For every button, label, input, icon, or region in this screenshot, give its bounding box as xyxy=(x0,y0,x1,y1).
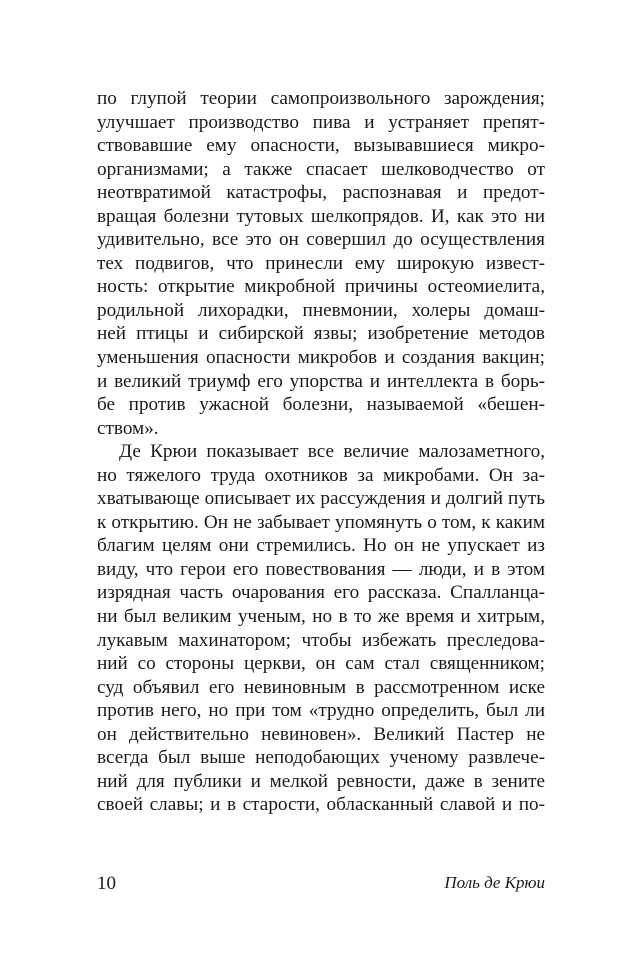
text-line: неотвратимой катастрофы, распознавая и предот- xyxy=(97,182,545,204)
text-line: ни был великим ученым, но в то же время и хитрым, xyxy=(97,606,545,628)
body-text xyxy=(97,87,545,817)
text-line: родильной лихорадки, пневмонии, холеры домаш- xyxy=(97,299,545,321)
text-line: своей славы; и в старости, обласканный славой и по- xyxy=(97,794,545,816)
text-line: тех подвигов, что принесли ему широкую извест- xyxy=(97,252,545,274)
text-line: против него, но при том «трудно определить, был ли xyxy=(97,700,545,722)
text-line: ством». xyxy=(97,417,159,439)
text-line: вращая болезни тутовых шелкопрядов. И, как это ни xyxy=(97,205,545,227)
text-line: Де Крюи показывает все величие малозаметного, xyxy=(119,441,545,463)
text-line: благим целям они стремились. Но он не упускает из xyxy=(97,535,545,557)
text-line: ней птицы и сибирской язвы; изобретение методов xyxy=(97,323,545,345)
text-line: организмами; а также спасает шелководчество от xyxy=(97,158,545,180)
text-line: ний для публики и мелкой ревности, даже в зените xyxy=(97,770,545,792)
text-line: уменьшения опасности микробов и создания вакцин; xyxy=(97,347,545,369)
text-line: ствовавшие ему опасности, вызывавшиеся микро- xyxy=(97,135,545,157)
text-line: и великий триумф его упорства и интеллекта в борь- xyxy=(97,370,545,392)
page-number: 10 xyxy=(97,873,116,894)
text-line: всегда был выше неподобающих ученому развлече- xyxy=(97,747,545,769)
text-line: изрядная часть очарования его рассказа. Спалланца- xyxy=(97,582,545,604)
text-line: но тяжелого труда охотников за микробами. Он за- xyxy=(97,464,545,486)
text-line: удивительно, все это он совершил до осуществления xyxy=(97,229,545,251)
running-title: Поль де Крюи xyxy=(444,873,545,892)
text-line: ность: открытие микробной причины остеомиелита, xyxy=(97,276,545,298)
text-line: он действительно невиновен». Великий Пастер не xyxy=(97,723,545,745)
text-line: виду, что герои его повествования — люди, и в этом xyxy=(97,558,545,580)
text-line: улучшает производство пива и устраняет препят- xyxy=(97,111,545,133)
text-line: ний со стороны церкви, он сам стал священником; xyxy=(97,653,545,675)
text-line: бе против ужасной болезни, называемой «бешен- xyxy=(97,394,545,416)
text-line: суд объявил его невиновным в рассмотренном иске xyxy=(97,676,545,698)
text-line: по глупой теории самопроизвольного зарождения; xyxy=(97,88,545,109)
text-line: хватывающе описывает их рассуждения и долгий путь xyxy=(97,488,545,510)
text-line: лукавым махинатором; чтобы избежать преследова- xyxy=(97,629,545,651)
text-line: к открытию. Он не забывает упомянуть о том, к каким xyxy=(97,511,545,533)
